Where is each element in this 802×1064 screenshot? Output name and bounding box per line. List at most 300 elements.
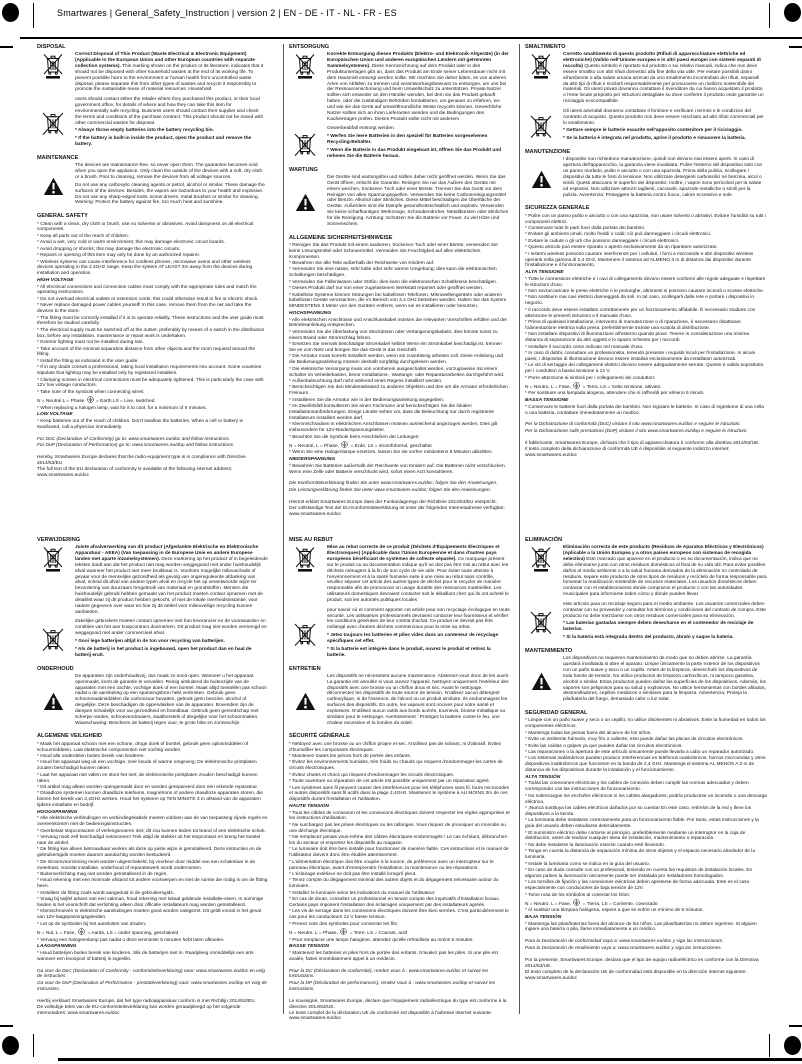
low-voltage-title: BAJA TENSIÓN (525, 915, 562, 921)
disposal-body-1: Diese Kennzeichnung auf dem Produkt oder in den Produktunterlagen gibt an, dass das Produkt am Ende seiner Lebensdauer nicht mit dem Hausmüll entsorgt werden sollte. Wir möchten Sie daher bitten, es von anderen Arten von Abfällen zu trennen und verantwortungsbewusst zu entsorgen, um uns bei der Ressourcenschonung und beim Umweltschutz zu unterstützen. Private Nutzer sollten sich entweder an den Händler wenden, bei dem sie das Produkt gekauft haben, oder die zuständigen Behörden kontaktieren, um genauer zu erfahren, wo und wie sie das Gerät auf umweltfreundliche Weise recyceln können. Gewerbliche Nutzer sollten sich an ihren Lieferanten wenden und die Bedingungen des Kaufvertrages prüfen. Dieses Produkt sollte nicht mit anderem (327, 64, 507, 122)
dop-line: Para la Declaración de rendimiento vaya a: www.smartwares.eu/doc y siga las instrucciones. (525, 946, 723, 952)
disposal-text-2 (327, 608, 510, 661)
declaration-line-2: Der vollständige Text der EU-Konformitätserklärung ist unter der folgenden Internetadresse verfügbar: (289, 505, 505, 511)
battery-bullet-1: * Jetez toujours les batteries et piles vides dans un conteneur de recyclage spécifiques cet effet. (327, 633, 499, 644)
warning-triangle-icon (525, 656, 557, 705)
disposal-body-2: este artículo para un reciclaje seguro para el medio ambiente. Los usuarios comerciales deben contactar con su proveedor y consultar los términos y condiciones del contrato de compra. Este producto no debe mezclarse con otros residuos comerciales para su eliminación. (563, 601, 766, 619)
bullet-item: * Pulire con un panno pulito e asciutto o con una spazzola, non usare solventi o abrasivi. Evitare l'umidità su tutti i componenti elettrici. (525, 213, 766, 225)
disposal-text (563, 545, 768, 600)
warning-triangle-icon (289, 175, 321, 230)
doc-line: Die Konformitätserklärung finden Sie unter www.smartwares.eu/doc; folgen Sie den Anweisungen. (289, 481, 498, 487)
bullet-item: * Per sostituire una lampada alogena, attendere che si raffreddi per almeno 5 minuti. (525, 391, 705, 397)
column-nl (37, 537, 268, 1016)
low-voltage-list (525, 405, 766, 417)
bullet-item: * Les systèmes sans fil peuvent causer des interférences pour les téléphones sans fil, fours microondes et autres dispositifs sans fil actifs dans la plage 2,4GHz. Maintenez le système à AU MOINS 3m de ces dispositifs durant l'installation et l'utilisation. (289, 785, 509, 803)
disposal-row-2 (37, 97, 266, 150)
disposal-text-2 (563, 602, 768, 643)
battery-bullet-2: * Si la batería está integrada dentro del producto, ábralo y saque la batería. (563, 635, 734, 641)
disposal-row-2 (525, 109, 766, 144)
high-voltage-title: HIGH VOLTAGE (37, 278, 74, 284)
bullet-item: * Tenga en cuenta la distancia de separación mínima de otros objetos y el espacio necesario alrededor de la luminaria. (525, 849, 756, 861)
high-voltage-list-1 (289, 811, 510, 928)
general-safety-title: SEGURIDAD GENERAL (525, 710, 588, 717)
bullet-item: * Im Zweifelsfall konsultieren Sie einen Fachmann und berücksichtigen Sie die lokalen Installationsanforderungen. Einige Länder sehen vor, dass die Beleuchtung nur durch registrierte Installateure installiert werden darf. (289, 404, 495, 421)
declaration-line-2: Il testo completo della dichiarazione di conformità UE è disponibile al seguente indirizzo internet: (525, 446, 730, 452)
bullet-item: * Nettoyez avec une brosse ou un chiffon propre et sec. N'utilisez pas de solvant, ni d'abrasif. Évitez d'humidifier les composants électriques. (289, 741, 502, 753)
column-es (525, 537, 768, 981)
bullet-item: * Todas las conexiones eléctricas y los cables de conexión deben cumplir las normas adecuadas y deben corresponder con las instrucciones de funcionamiento. (525, 781, 749, 793)
bullet-item: * Porre attenzione ai simboli per i collegamenti dei conduttori: (525, 375, 656, 381)
high-voltage-list-2 (525, 908, 768, 914)
bullet-item: * Al sustituir una lámpara halógena, espere a que se enfríe un mínimo de 5 minutos. (525, 908, 704, 914)
battery-bullet-1: * Werfen Sie leere Batterien in den speziell für Batterien vorgesehenen Recycling-Behälter. (327, 134, 488, 146)
bullet-item: * Prenez note des symboles pour connecter les fils: (289, 921, 399, 927)
bullet-item: * Tome nota de los símbolos al conectar los hilos: (525, 892, 630, 898)
disposal-row-2 (525, 602, 768, 643)
bullet-item: * Installeer de fitting zoals wordt aangeduid in de gebruikersgids. (37, 890, 175, 896)
declaration-line-2: The full text of the EU declaration of conformity is available at the following internet address: (37, 467, 233, 472)
disposal-title: MISE AU REBUT (289, 537, 333, 543)
disposal-row-1 (289, 52, 509, 124)
disposal-paragraph (327, 545, 510, 603)
maintenance-paragraph-1: De apparaten zijn onderhoudsvrij, dus maak ze nooit open. Wanneer u het apparaat openmaakt, komt de garantie te vervallen. Reinig uitsluitend de buitenzijde van de apparaten met een zachte, vochtige doek of een borstel. Maak altijd toestellen pas schoon nadat u de aansluiting op een spanningsbron hebt verbroken. Gebruik geen schoonmaakmiddelen die carbonzuur bevatten, gebruik geen benzine, alcohol of dergelijke. Deze beschadigen de oppervlakken van de apparaten. Bovendien zijn de dampen schadelijk voor uw gezondheid en brandbaar. Gebruik geen gereedschap met scherpe randen, schroevendraaiers, staalborstels of dergelijke voor het schoonmaken. Waarschuwing: Bescherm de batterij tegen vuur, te grote hitte en zonneschijn. (75, 673, 267, 726)
doc-line: Per la Dichiarazione di conformità (DoC) visitare il sito www.smartwares.eu/doc e seguire le istruzioni. (525, 422, 741, 428)
wiring-pre: N = Neutro, L = Fase, (525, 901, 571, 907)
bullet-item: * Klemschroeven in elektrische aansluitingen moeten goed worden vastgezet. Dit geldt vooral in het geval van 12V-laagspanningsgeleiden. (37, 909, 261, 921)
wiring-post: = Terre, LS = Courant, actif (349, 931, 408, 937)
bullet-item: * L'alimentation électrique doit être coupée à la source, de préférence avec un interrupteur sur le panneau électrique, avant d'entreprendre l'installation, la maintenance ou les réparations. (289, 859, 494, 871)
disposal-bold-intro: Eliminación correcta de este producto (Residuos de Aparatos Eléctricos y Electrónicos) (Aplicable a la Unión Europea y a otros países europeos con sistemas de recogida selectiva) (563, 545, 764, 562)
bullet-item: * Evitare gli ambienti umidi, molto freddi o caldi; ciò può danneggiare i circuiti elettronici. (525, 232, 712, 238)
wiring-post: = Aarde, LS = onder spanning, geschakeld (87, 931, 179, 937)
general-safety-title: ALGEMENE VEILIGHEID (37, 733, 102, 740)
bullet-item: * Évitez les environnements humides, très froids ou chauds qui risquent d'endommager les cartes de circuits électroniques. (289, 760, 503, 772)
bullet-item: * Limpie con un paño suave y seco o un cepillo; no utilice disolventes ni abrasivos. Evite la humedad en todos los componentes eléctricos. (525, 718, 766, 730)
bullet-item: * Berücksichtigen Sie den Mindestabstand zu anderen Objekten und den um die Armatur erforderlichen Freiraum. (289, 385, 508, 397)
general-safety-list (289, 243, 509, 310)
dop-line: Per la Dichiarazione sulle prestazioni (DoP) visitare il sito www.smartwares.eu/dop e seguire le istruzioni. (525, 429, 748, 435)
bullet-item: * Ersetzen Sie niemals beschädigte Stromkabel selbst! Wenn ein Stromkabel beschädigt ist, trennen Sie es vom Netz und bringen Sie das Gerät in das Geschäft. (289, 342, 502, 354)
maintenance-row (525, 656, 768, 705)
bullet-item: * Houd rekening met een minimale afstand tot andere voorwerpen en met de ruimte die nodig is om de fitting heen. (37, 878, 268, 890)
wiring-pre: N = Neutral L = Phase (37, 399, 85, 405)
disposal-paragraph (327, 52, 509, 122)
declaration-url: www.smartwares.eu/doc (37, 472, 89, 478)
bullet-item: * Maintenez les batteries et piles hors de portée des enfants. N'avalez pas les piles. Si une pile est avalée, faites immédiatement appel à un médecin. (289, 950, 498, 962)
bullet-item: * Vervang een halogeenlamp pas nadat u deze tenminste 5 minuten hebt laten afkoelen. (37, 937, 225, 943)
top-cut-rule (20, 37, 802, 39)
battery-bullet-2: * Wenn die Batterie in das Produkt eingebaut ist, öffnen Sie das Produkt und nehmen Sie die Batterie heraus. (327, 147, 502, 159)
low-voltage-list (289, 951, 510, 963)
bullet-item: * Vermeiden Sie eine nasse, sehr kalte oder sehr warme Umgebung; dies kann die elektronischen Schaltungen beschädigen. (289, 267, 497, 279)
bullet-item: * Installare il raccordo come indicato nel manuale d'uso. (525, 344, 644, 350)
bullet-item: * Bewahren Sie Batterien außerhalb der Reichweite von Kindern auf. Die Batterien nicht verschlucken. Wenn eine Zelle oder Batterie verschluckt wird, sofort einen Arzt konsultieren. (289, 463, 507, 475)
bullet-item: * Exterior lighting must not be installed during rain. (37, 340, 144, 346)
disposal-row-1 (525, 52, 766, 107)
bullet-item: * La luminaria debe instalarse correctamente para un funcionamiento fiable. Por tanto, estas instrucciones y la guía del usuario deben estudiarse detenidamente. (525, 818, 759, 830)
bullet-item: * No sobrecargue los enchufes eléctricos ni los cables alargadores; podría producirse un incendio o una descarga eléctrica. (525, 793, 767, 805)
maintenance-title: MANTENIMIENTO (525, 647, 573, 654)
high-voltage-list-1 (289, 318, 509, 441)
bullet-item: * Vermeiden Sie die Überlastung von Steckdosen oder Verlängerungskabeln; dies könnte sonst zu einem Brand oder Stromschlag führen. (289, 329, 498, 341)
bullet-item: * Mantenga todas las piezas fuera del alcance de los niños. (525, 730, 652, 736)
lang-block-it (525, 44, 766, 459)
high-voltage-title: HOCHSPANNUNG (289, 311, 332, 317)
disposal-row-1 (37, 52, 266, 95)
earth-ground-icon (87, 396, 94, 403)
bullet-item: * The fitting must be correctly installed if it is to operate reliably. These instructions and the user guide must therefore be studied carefully. (37, 315, 264, 327)
high-voltage-list-1 (525, 277, 766, 382)
bullet-item: * Avoid a wet, very cold or warm environment; this may damage electronic circuit boards. (37, 240, 226, 246)
bullet-item: * Evite las caídas o golpes ya que pueden dañar los circuitos electrónicos. (525, 743, 683, 749)
bullet-item: * If in any doubt consult a professional, taking local installation requirements into account. Some countries stipulate that lighting may be installed only by registered installers. (37, 365, 262, 377)
disposal-title: DISPOSAL (37, 44, 66, 50)
disposal-bold-intro: Corretto smaltimento di questo prodotto (Rifiuti di apparecchiature elettriche ed elettroniche) (Valido nell'Unione europea e in altri paesi europei con sistemi separati di raccolta) (563, 52, 761, 69)
bullet-item: * Klemmschrauben in elektrischen Anschlüssen müssen ausreichend angezogen werden. Dies gilt insbesondere für 12V-Niederspannungsleiter. (289, 422, 498, 434)
bullet-item: * Les vis de serrage dans les connexions électriques doivent être bien serrées. C'est particulièrement le cas pour les conducteurs 12 V basse tension. (289, 909, 509, 921)
dop-line: Pour la DP (Déclaration de performances), rendez-vous à : www.smartwares.eu/dop et suivez les instructions. (289, 981, 496, 993)
bullet-item: * Clean with a clean, dry cloth or brush, use no solvents or abrasives. Avoid dampness on all electrical components. (37, 221, 254, 233)
battery-bullet-1: * Gooi lege batterijen altijd in de ton voor recycling van batterijen. (75, 638, 225, 644)
bullet-item: * Installieren Sie die Armatur wie in der Bedienungsanleitung angegeben. (289, 397, 445, 403)
crop-tick-right-bottom (789, 1025, 802, 1027)
crop-vtick-right-bottom (769, 1034, 770, 1057)
bullet-item: * Never replace damaged power cables yourself! In this case, remove them from the net and take the devices to the store. (37, 303, 252, 315)
bullet-item: * Draadloze systemen kunnen draadloze telefoons, magnetrons of andere draadloze apparaten storen, die binnen het bereik van 2,4GHz werken. Houd het systeem op TEN MINSTE 3 m afstand van de apparaten tijdens installatie en bedrijf. (37, 791, 263, 809)
high-voltage-list-1 (37, 285, 266, 396)
column-de (289, 44, 509, 518)
battery-bullet-2: * If the battery is built-in inside the product, open the product and remove the battery. (75, 136, 252, 148)
maintenance-row (525, 157, 766, 200)
maintenance-text (327, 674, 510, 729)
bullet-item: * When replacing a halogen lamp, wait for it to cool, for a minimum of 5 minutes. (37, 405, 207, 411)
disposal-paragraph (75, 52, 266, 93)
bullet-item: * Non sostituire mai cavi elettrici danneggiati da soli. In tal caso, scollegarli dalla rete e portare i dispositivi in negozio. (525, 295, 755, 307)
disposal-row-1 (289, 545, 510, 605)
wiring-symbols-line (289, 928, 510, 937)
disposal-body-2: pour savoir où et comment apporter cet article pour son recyclage écologique en toute sécurité. Les utilisateurs professionnels devraient contacter leur fournisseur et vérifier les conditions générales de leur contrat d'achat. Ce produit ne devrait pas être mélangé avec d'autres déchets commerciaux pour la mise au rebut. (327, 607, 510, 631)
high-voltage-list-2 (289, 938, 510, 944)
disposal-paragraph (563, 545, 768, 598)
disposal-body-2: Gli utenti aziendali dovranno contattare il fornitore e verificare i termini e le condizioni del contratto di acquisto. Questo prodotto non deve essere mischiato ad altri rifiuti commerciali per lo smaltimento. (563, 108, 764, 126)
general-safety-list (525, 718, 768, 774)
battery-bullet-2: * Si la batterie est intégrée dans le produit, ouvrez le produit et retirez la batterie. (327, 646, 491, 658)
declaration-line-1: Le soussigné, Smartwares Europe, déclare que l'équipement radioélectrique du type est conforme à la directive 2014/53/UE. (289, 998, 507, 1010)
general-safety-title: ALLGEMEINE SICHERHEITSHINWEISE (289, 234, 393, 241)
warning-triangle-icon (37, 674, 69, 729)
disposal-text (563, 52, 766, 107)
general-safety-list (289, 742, 510, 803)
high-voltage-list-1 (525, 781, 768, 898)
bullet-item: * Keep all parts out of the reach of children. (37, 233, 129, 239)
doc-line: Para la Declaración de conformidad vaya a: www.smartwares.eu/doc y siga las instrucciones. (525, 939, 724, 945)
maintenance-text (563, 656, 768, 705)
bullet-item: * Bewahren Sie alle Teile außerhalb der Reichweite von Kindern auf. (289, 261, 435, 266)
wiring-post: = Erde, LS = stromführend, geschaltet (350, 444, 432, 450)
bullet-item: * I sistemi wireless possono causare interferenze per i cellulari, i forni a microonde e altri dispositivi wireless operanti nella gamma di 2,4 GHz. Mantenere il sistema ad ALMENO 3 m di distanza dai dispositivi durante l'installazione e il funzionamento. (525, 251, 754, 269)
bullet-item: * De fitting kan alleen betrouwbaar werken als deze op juiste wijze is geïnstalleerd. Deze instructies en de gebruikersgids moeten daarom aandachtig worden bestudeerd (37, 847, 262, 859)
registration-mark-top-right (784, 3, 801, 22)
disposal-row-1 (525, 545, 768, 600)
disposal-title: ELIMINACIÓN (525, 537, 562, 543)
disposal-text (75, 52, 266, 95)
bullet-item: * Houd batterijen buiten bereik van kinderen. Slik de batterijen niet in. Raadpleeg onmiddellijk een arts wanneer een knoopcel of batterij is ingeslikt. (37, 950, 254, 962)
maintenance-row (289, 674, 510, 729)
bullet-item: * Non installare dispositivi di illuminazione all'esterno quando piove. Tenere in considerazione una minima distanza di separazione da altri oggetti e lo spazio richiesto per i raccordi. (525, 332, 750, 344)
weee-bin-icon (525, 52, 557, 107)
earth-ground-icon (341, 441, 348, 448)
wiring-pre: N = Nul, L = Fase, (37, 931, 76, 937)
bullet-item: * Reinigen Sie das Produkt mit einem sauberen, trockenen Tuch oder einer Bürste, verwenden Sie keine Lösungsmittel oder Scheuermittel. Vermeiden Sie Feuchtigkeit auf allen elektrischen Komponenten. (289, 242, 498, 260)
wiring-symbols-line (289, 441, 509, 450)
bullet-item: * Tutte le connessioni elettriche e i cavi di collegamento devono essere conformi alle regole adeguate e rispettare le istruzioni d'uso. (525, 276, 766, 288)
weee-bin-icon (525, 545, 557, 600)
bullet-item: * Wenn Sie eine Halogenlampe ersetzen, lassen Sie sie vorher mindestens 5 Minuten abkühlen. (289, 450, 493, 456)
dop-line: Die Leistungserklärung finden Sie unter www.smartwares.eu/doc; folgen Sie den Anweisungen. (289, 488, 491, 494)
registration-mark-bottom-left (2, 1036, 19, 1055)
disposal-title: ENTSORGUNG (289, 44, 330, 50)
lang-block-de (289, 44, 509, 518)
disposal-text-2 (75, 619, 268, 660)
general-safety-title: SICUREZZA GENERALE (525, 205, 590, 212)
wiring-post: = Earth LS = Live, switched (95, 399, 155, 405)
earth-ground-icon (573, 382, 580, 389)
bullet-item: * L'éclairage extérieur ne doit pas être installé lorsqu'il pleut. (289, 872, 417, 878)
declaration-line-1: Hierbij verklaart Smartwares Europe, dat het type radioapparatuur conform is met Richtlijn 2014/53/EU. (37, 998, 256, 1004)
earth-ground-icon (340, 928, 347, 935)
maintenance-paragraph-1: I dispositivi non richiedono manutenzione, quindi non devono mai essere aperti. In caso di apertura dell'apparecchio, la garanzia viene invalidata. Pulire l'esterno del dispositivo solo con un panno morbido, pulito e asciutto o con una spazzola. Prima della pulizia, scollegare i dispositivi da tutte le fonti di tensione. Non utilizzare detergenti carbossilici né benzina, alcol o simili. Questi attaccano le superfici dei dispositivi. Inoltre, i vapori sono pericolosi per la salute ed esplosivi. Non utilizzare attrezzi taglienti, cacciaviti, spazzole metalliche o simili per la pulizia. Avvertenza: Proteggere la batteria contro fuoco, calore eccessivo e sole. (563, 157, 763, 198)
disposal-row-1 (37, 545, 268, 617)
disposal-text-2 (327, 126, 509, 161)
maintenance-text (327, 175, 509, 230)
low-voltage-title: LAAGSPANNING (37, 944, 77, 950)
bullet-item: * Do not overload electrical outlets or extension cords; this could otherwise result in fire or electric shock. (37, 296, 259, 302)
disposal-bold-intro: Correct Disposal of This Product (Waste Electrical & Electronic Equipment) (Applicable in the European Union and other European countries with separate collection systems). (75, 52, 255, 69)
crop-tick-left-bottom (0, 1025, 13, 1027)
declaration-line-1: Il fabbricante, Smartwares Europe, dichiara che il tipo di apparecchiatura è conforme alla direttiva 2014/53/UE. (525, 441, 760, 447)
warning-triangle-icon (37, 163, 69, 208)
document-header: Smartwares | General_Safety_Instruction | version 2 | EN - DE - IT - NL - FR - ES (57, 8, 397, 18)
bullet-item: * Las reparaciones o la apertura de este artículo únicamente puede llevarla a cabo un reparador autorizado. (525, 749, 755, 755)
bullet-item: * De stroomvoorziening moet worden uitgeschakeld, bij voorkeur door middel van een schakelaar in de meterkast, voordat installatie, onderhoud of reparatiewerk wordt ondernomen. (37, 859, 256, 871)
general-safety-list (525, 214, 766, 270)
doc-line: For DoC (Declaration of Conformity) go to: www.smartwares.eu/doc and follow instructions. (37, 436, 231, 442)
maintenance-row (37, 674, 268, 729)
bullet-item: * En cas de doute, consultez un professionnel en tenant compte des impératifs d'installation locaux. Certains pays imposent l'installation des éclairages uniquement par des installateurs agréés. (289, 897, 501, 909)
bullet-item: * Conservare le batterie fuori dalla portata dei bambini. Non ingoiare le batterie. In caso di ingestione di una cella o una batteria, contattare immediatamente un medico. (525, 404, 764, 416)
maintenance-text (563, 157, 766, 200)
disposal-body-1: Este marcado que aparece en el producto o en su documentación, indica que no debe eliminarse junto con otros residuos domésticos al final de su vida útil. Para evitar posibles daños al medio ambiente o a la salud humana derivados de la eliminación no controlada de residuos, separe este producto de otros tipos de residuos y recíclelo de forma responsable para fomentar la reutilización sostenible de recursos materiales. Los usuarios domésticos deben contactar con el establecimiento donde compraron el producto o con las autoridades municipales para informarse sobre cómo y dónde pueden llevar (563, 557, 767, 598)
disposal-text-2 (563, 109, 766, 144)
bullet-item: * Clamping screws in electrical connections must be adequately tightened. This is particularly the case with 12V low voltage conductors. (37, 377, 264, 389)
disposal-bold-intro: Juiste afvalverwerking van dit product (Afgedankte Elektrische en Elektronische Apparatuur - AEEA) (Van toepassing in de Europese Unie en andere Europese landen met aparte inzamelsystemen). (75, 545, 259, 562)
wiring-post: = Terra, LS = Sotto tensione, attivato (582, 384, 661, 390)
bullet-item: * Houd het apparaat weg uit een vochtige, zeer koude of warme omgeving; De elektronische printplaten zouden beschadigd kunnen raken. (37, 760, 257, 772)
general-safety-list (37, 222, 266, 278)
bullet-item: * Questo articolo può essere riparato o aperto esclusivamente da un riparatore autorizzato. (525, 245, 718, 251)
doc-line: Ga voor de DoC (Declaration of Conformity - conformiteitsverklaring) naar: www.smartwares.eu/doc en volg de instructies. (37, 968, 265, 980)
bullet-item: * Dit artikel mag alleen worden opengemaakt door en worden gerepareerd door een erkende reparateur. (37, 785, 259, 790)
weee-bin-icon (289, 52, 321, 124)
bullet-item: * Keep batteries out of the reach of children. Don't swallow the batteries. When a cell or battery is swallowed, call a physician immediately. (37, 418, 243, 430)
bullet-item: * Wireless systems can cause interference for cordless phones, microwave ovens and other wireless devices operating in the 2.4GHz range. Keep the system AT LEAST 3m away from the devices during installation and operation. (37, 259, 253, 277)
wiring-symbols-line (37, 928, 268, 937)
maintenance-text (75, 674, 268, 729)
bullet-item: * Take account of the minimal separation distance from other objects and the room required around the fitting. (37, 346, 256, 358)
bullet-item: * Vervang nooit zelf beschadigd netsnoeren! Trek altijd de stekker uit het stopcontact en breng het toestel naar de winkel. (37, 835, 261, 847)
dop-line: Ga voor de DoP (Declaration of Performance - prestatieverklaring) naar: www.smartwares.eu/dop en volg de instructies. (37, 981, 267, 993)
bullet-item: * El suministro eléctrico debe cortarse al principio, preferiblemente mediante un interruptor en la caja de distribución, antes de realizar cualquier tarea de instalación, mantenimiento o reparación. (525, 830, 746, 842)
maintenance-text (75, 163, 266, 208)
bullet-item: * Pour remplacer une lampe halogène, attendez qu'elle refroidisse au moins 5 minutes. (289, 937, 474, 943)
bullet-item: * Maak het apparaat schoon met een schone, droge doek of borstel, gebruik geen oplosmiddelen of schuurmiddelen. Laat elektrische componenten niet vochtig worden. (37, 741, 249, 753)
warning-triangle-icon (525, 157, 557, 200)
declaration-line-1: Hereby, Smartwares Europe declares that the radio-equipment type is in compliance with Directive 2014/53/EU (37, 455, 246, 467)
earth-ground-icon (573, 899, 580, 906)
disposal-body-2: Gewerbeabfall entsorgt werden. (327, 126, 395, 132)
bullet-item: * Évitez chutes et chocs qui risquent d'endommager les circuits électroniques. (289, 772, 455, 778)
battery-weee-bin-icon (525, 109, 557, 144)
bullet-item: * All electrical connections and connection cables must comply with the appropriate rules and match the operating instructions. (37, 284, 257, 296)
bullet-item: * Ne surchargez pas les prises électriques ou les rallonges. Vous risquez de provoquer un incendie ou une décharge électrique. (289, 822, 506, 834)
high-voltage-title: ALTA TENSIÓN (525, 774, 561, 780)
bullet-item: * Vraag bij twijfel advies van een vakman, houd rekening met lokaal geldende installatie-eisen. In sommige landen is het voorschrift dat verlichting alleen door officiële installateurs mag worden geïnstalleerd. (37, 897, 264, 909)
bullet-item: * Avoid dropping or shocks; this may damage the electronic circuits. (37, 246, 181, 252)
bullet-item: * Laat het apparaat niet vallen en stoot het niet; de elektronische printplaten zouden beschadigd kunnen raken. (37, 772, 258, 784)
wiring-symbols-line (525, 382, 766, 391)
maintenance-row (37, 163, 266, 208)
bullet-item: * Alle elektrische verbindingen en verbindingskabels moeten voldoen aan de van toepassing zijnde regels en overeenkomen met de bedieningsinstructies. (37, 816, 268, 828)
disposal-body-1: Questo simbolo è riportato sul prodotto o sui relativi manuali, indica che non deve essere smaltito con altri rifiuti domestici alla fine della vita utile. Per evitare possibili danni all'ambiente o alla salute umana arrecati da uno smaltimento incontrollato dei rifiuti, separarli da altri tipi di rifiuti e riciclarli responsabilmente per promuovere un riutilizzo sostenibile dei materiali. Gli utenti privati dovranno contattare il rivenditore da cui hanno acquistato il prodotto o l'ente locale preposto per istruzioni dettagliate su dove conferire il prodotto onde garantire un riciclaggio ecocompatibile. (563, 64, 764, 105)
battery-bullet-1: * Always throw empty batteries into the battery recycling bin. (75, 128, 214, 134)
disposal-text (327, 545, 510, 605)
maintenance-paragraph-1: Die Geräte sind wartungsfrei und sollten daher nicht geöffnet werden. Wenn Sie das Gerät öffnen, erlischt die Garantie. Reinigen Sie nur das Äußere des Geräts mit einem weichen, trockenen Tuch oder einer Bürste. Trennen Sie das Gerät vor dem Reinigen von allen Spannungsquellen. Verwenden Sie keine Carbonreinigungsmittel oder Benzin, Alkohol oder ähnliches. Diese Mittel beschädigen die Oberfläche der Geräte. Außerdem sind die Dämpfe gesundheitsschädlich und explosiv. Verwenden Sie keine scharfkantigen Werkzeuge, Schraubendreher, Metallbürsten oder ähnliches für die Reinigung. Achtung: Schützen Sie die Batterie vor Feuer, zu viel Hitze und Sonnenschein. (327, 174, 509, 227)
bullet-item: * Prima di qualsiasi installazione, intervento di manutenzione o di riparazione, è necessario disattivare l'alimentazione elettrica sulla presa, preferibilmente tramite una scatola di distribuzione. (525, 319, 741, 331)
earth-ground-icon (78, 928, 85, 935)
bullet-item: * Repairs or opening of this item may only be done by an authorized repairer. (37, 253, 201, 259)
bullet-item: * En caso de duda consulte con un profesional, teniendo en cuenta los requisitos de instalación locales. En algunos países la iluminación únicamente puede ser instalada por instaladores homologados. (525, 867, 753, 879)
bullet-item: * Die elektrische Versorgung muss von vornherein ausgeschaltet werden, vorzugsweise mit einem Schalter im Verteilerkasten, bevor Installations-, Wartungs- oder Reparaturarbeiten durchgeführt wird. (289, 366, 505, 378)
maintenance-paragraph-1: Los dispositivos no requieren mantenimiento de modo que no deben abrirse. La garantía quedará invalidada si abre el aparato. Limpie únicamente la parte exterior de los dispositivos con un paño suave y seco o un cepillo. Antes de la limpieza, desenchufe los dispositivos de toda fuente de tensión. No utilice productos de limpieza carboxílicos, ni tampoco gasolina, alcohol o similar. Estos productos pueden dañar las superficies de los dispositivos. Además, los vapores son peligrosos para su salud y explosivos. No utilice herramientas con bordes afilados, destornilladores, cepillos metálicos o similares para la limpieza. Advertencia: Proteja la pila/batería del fuego, demasiado calor o luz solar. (563, 656, 766, 703)
bullet-item: * Non sovraccaricare le prese elettriche o le prolunghe, altrimenti si possono causare incendi o scosse elettriche. (525, 288, 765, 294)
low-voltage-list (289, 464, 509, 476)
maintenance-paragraph-1: The devices are maintenance-free, so never open them. The guarantee becomes void when you open the appliance. Only clean the outside of the devices with a soft, dry cloth or a brush. Prior to cleaning, remove the devices from all voltage sources. (75, 163, 263, 180)
crop-vtick-left-bottom (33, 1034, 34, 1057)
bullet-item: * Los tornillos de fijación y las conexiones eléctricas deben apretarse de forma adecuada. Este es el caso especialmente con conductores de baja tensión de 12V. (525, 880, 750, 892)
low-voltage-list (37, 419, 266, 431)
high-voltage-list-2 (525, 391, 766, 397)
disposal-body-1: Ce marquage présent sur le produit ou sa documentation indique qu'il ne doit pas être mis au rebut avec les déchets ménagers à la fin de son cycle de vie utile. Pour éviter toute atteinte à l'environnement et à la santé humaine suite à une mise au rebut sans contrôle, veuillez séparer cet article des autres types de déchet pour le recycler de manière responsable afin de promouvoir un usage durable des ressources matérielles. Les utilisateurs domestiques devraient contacter soit le détaillant chez qui ils ont acheté le produit, soit les autorités publiques locales (327, 557, 509, 603)
high-voltage-title: HOOGSPANNING (37, 809, 78, 815)
battery-bullet-2: * Als de batterij in het product is ingebouwd, open het product dan en haal de batterij eruit. (75, 646, 252, 658)
disposal-text-2 (75, 97, 266, 150)
bullet-item: * Mantenga las pilas/baterías fuera del alcance de los niños. Las pilas/baterías no deben ingerirse. Si alguien ingiere una batería o pila, llame inmediatamente a un médico. (525, 921, 757, 933)
bullet-item: * Le luminaire doit être bien installé pour fonctionner de manière fiable. Ces instructions et le manuel de l'utilisateur doivent donc être étudiés attentivement. (289, 847, 509, 859)
lang-block-nl (37, 537, 268, 1016)
disposal-row-2 (289, 126, 509, 161)
wiring-symbols-line (37, 396, 266, 405)
disposal-text (75, 545, 268, 617)
disposal-body-2: users should contact either the retailer where they purchased this product, or their local government office, for details of where and how they can take this item for environmentally safe recycling. Business users should contact their supplier and check the terms and conditions of the purchase contract. This product should not be mixed with other commercial wastes for disposal. (75, 97, 264, 126)
bullet-item: * No debe instalarse la iluminación exterior cuando esté lloviendo. (525, 842, 665, 848)
maintenance-row (289, 175, 509, 230)
bullet-item: * Evitare le cadute o gli urti che possono danneggiare i circuiti elettronici. (525, 238, 680, 244)
bullet-item: * Toute ouverture ou réparation de cet article est possible uniquement par un réparateur agréé. (289, 779, 490, 785)
warning-triangle-icon (289, 674, 321, 729)
bullet-item: * Die Armatur muss korrekt installiert werden, wenn sie zuverlässig arbeiten soll. Diese Anleitung und die Bedienungsanleitung müssen deshalb sorgfältig durchgelesen werden. (289, 354, 504, 366)
low-voltage-title: BASSA TENSIONE (525, 398, 569, 404)
high-voltage-list-2 (289, 450, 509, 456)
column-divider-2 (519, 44, 520, 1014)
weee-bin-icon (289, 545, 321, 605)
bullet-item: * Let op de symbolen bij het aansluiten van draden: (37, 921, 147, 927)
general-safety-list (37, 742, 268, 809)
bullet-item: * Ne remplacez jamais vous-même des câbles électriques endommagés ! Le cas échéant, débranchez-les du secteur et emportez les dispositifs au magasin. (289, 835, 509, 847)
weee-bin-icon (37, 545, 69, 617)
bullet-item: * Le viti di serraggio dei collegamenti elettrici devono essere adeguatamente serrate. Questo è valido soprattutto per i conduttori a bassa tensione a 12 V. (525, 363, 764, 375)
battery-weee-bin-icon (37, 97, 69, 150)
high-voltage-list-2 (37, 938, 268, 944)
bullet-item: * Tenez compte du dégagement minimal des autres objets et du dégagement nécessaire autour du luminaire. (289, 878, 499, 890)
bullet-item: * Buitenverlichting mag niet worden geïnstalleerd in de regen. (37, 872, 168, 878)
bullet-item: * Houd alle onderdelen buiten bereik van kinderen. (37, 754, 145, 759)
bullet-item: * Außenbeleuchtung darf nicht während eines Regens installiert werden. (289, 379, 443, 385)
battery-weee-bin-icon (37, 619, 69, 660)
battery-bullet-1: * Gettare sempre le batterie esaurite nell'apposito contenitore per il riciclaggio. (563, 128, 743, 134)
bullet-item: * Beachten Sie die Symbole beim Anschließen der Leitungen: (289, 434, 420, 440)
disposal-title: VERWIJDERING (37, 537, 81, 543)
bullet-item: * Los sistemas inalámbricos pueden producir interferencias en teléfonos inalámbricos, hornos microondas y otros dispositivos inalámbricos que funcionen en la banda de 2,4 GHz. Mantenga el sistema AL MENOS A 3 m de distancia de los dispositivos durante la instalación y el funcionamiento. (525, 756, 766, 774)
bullet-item: * Installez le luminaire selon les indications du manuel de l'utilisateur. (289, 890, 436, 896)
disposal-body-1: This marking shown on the product or its literature, indicates that it should not be disposed with other household wastes at the end of its working life. To prevent possible harm to the environment or human health from uncontrolled waste disposal, please separate this from other types of wastes and recycle it responsibly to promote the sustainable reuse of material resources. Household (75, 64, 264, 93)
bullet-item: * Il raccordo deve essere installato correttamente per un funzionamento affidabile. È necessario studiare con attenzione le presenti istruzioni e il manuale d'uso. (525, 307, 756, 319)
maintenance-title: ONDERHOUD (37, 665, 74, 672)
crop-vtick-left-top (33, 3, 34, 28)
declaration-line-1: Hiermit erklärt Smartwares Europe dass der Funkanlagentyp der Richtlinie 2014/53/EU entspricht. (289, 500, 497, 506)
bullet-item: * Evite un ambiente húmedo, muy frío o caliente; esto puede dañar las placas de circuitos electrónicos. (525, 737, 744, 743)
disposal-body-1: Deze markering op het product of in begeleidende teksten duidt aan dat het product niet mag worden weggegooid met ander huishoudelijk afval wanneer het product niet meer bruikbaar is. Voorkom mogelijke milieuschade of gevaar voor de menselijke gezondheid als gevolg van ongereguleerde afdanking van afval, scheid dit afval van andere typen afval en recycle het op verantwoorde wijze ter bevordering van duurzaam hergebruik van materiaal en grondstoffen. Mensen die huishoudelijk gebruik hebben gemaakt van het product moeten contact opnemen met de detaillist waar zij dit product hebben gekocht, of met de lokale overheidsinstantie, voor nadere gegevens over waar en hoe zij dit artikel voor milieuveilige recycling kunnen aanbieden. (75, 557, 268, 615)
crop-tick-right-top (789, 46, 802, 48)
crop-tick-left-top (0, 46, 13, 48)
maintenance-title: WARTUNG (289, 166, 318, 173)
battery-weee-bin-icon (289, 608, 321, 661)
bottom-cut-rule (58, 1058, 802, 1061)
maintenance-paragraph-1: Les dispositifs ne nécessitent aucune maintenance. Abstenez-vous donc de les ouvrir. La garantie est annulée si vous ouvrez l'appareil. Nettoyez uniquement l'extérieur des dispositifs avec une brosse ou un chiffon doux et sec. Avant le nettoyage, déconnectez les dispositifs de toute source de tension. N'utilisez aucun détergent carboxylique, ni de l'essence, de l'alcool ou un produit similaire. Ils endommagent les surfaces des dispositifs. En outre, les vapeurs sont nocives pour votre santé et explosives. N'utilisez aucun outils aux bords acérés, tournevis, brosse métallique ou similaire pour le nettoyage. Avertissement : Protégez la batterie contre le feu, une chaleur excessive et la lumière du soleil. (327, 673, 510, 726)
bullet-item: * Conservare tutte le parti fuori dalla portata dei bambini. (525, 225, 645, 231)
disposal-paragraph (563, 52, 766, 105)
bullet-item: * Kabellose Systeme können Störungen bei kabellosen Telefonen, Mikrowellengeräten oder anderen kabellosen Geräte verursachen, die im Bereich von 2,4 GHz betrieben werden. Halten Sie das System MINDESTENS 3 Meter von den Geräten entfernt, wenn sie es installieren oder benutzen. (289, 292, 507, 310)
disposal-title: SMALTIMENTO (525, 44, 566, 50)
bullet-item: * Maintenez toutes les pièces hors de portée des enfants. (289, 754, 412, 759)
registration-mark-top-left (2, 3, 19, 22)
lang-block-fr (289, 537, 510, 1022)
column-it (525, 44, 766, 459)
column-divider-1 (283, 44, 284, 1014)
battery-weee-bin-icon (289, 126, 321, 161)
high-voltage-title: ALTA TENSIONE (525, 270, 564, 276)
bullet-item: * The electrical supply must be switched off at the outset, preferably by means of a switch in the distribution box, before any installation, maintenance or repair work is undertaken. (37, 327, 265, 339)
lang-block-en (37, 44, 266, 479)
maintenance-paragraph-2: Do not use any carboxylic cleaning agents or petrol, alcohol or similar. These damage the surfaces of the devices. Besides, the vapors are hazardous to your health and explosive. Do not use any sharp-edged tools, screw drivers, metal brushes or similar for cleaning. Warning: Protect the battery against fire, too much heat and sunshine. (75, 182, 265, 206)
doc-line: Pour la DC (Déclaration de conformité), rendez-vous à : www.smartwares.eu/doc et suivez les instructions. (289, 968, 489, 980)
general-safety-title: GENERAL SAFETY (37, 213, 88, 220)
disposal-row-2 (289, 608, 510, 661)
low-voltage-title: LOW VOLTAGE (37, 412, 73, 418)
bullet-item: * In caso di dubbi, consultare un professionista, tenendo presente i requisiti locali per l'installazione. In alcuni paesi, i dispositivi di illuminazione devono essere installati esclusivamente da installatori autorizzati. (525, 350, 756, 362)
high-voltage-list-2 (37, 406, 266, 412)
bullet-item: * ¡Nunca sustituya los cables eléctricos dañados por su cuenta! En este caso, retírelos de la red y lleve los dispositivos a la tienda. (525, 805, 752, 817)
declaration-line-2: El texto completo de la declaración UE de conformidad está disponible en la dirección internet siguiente: www.smartwares.eu/doc (525, 969, 747, 981)
